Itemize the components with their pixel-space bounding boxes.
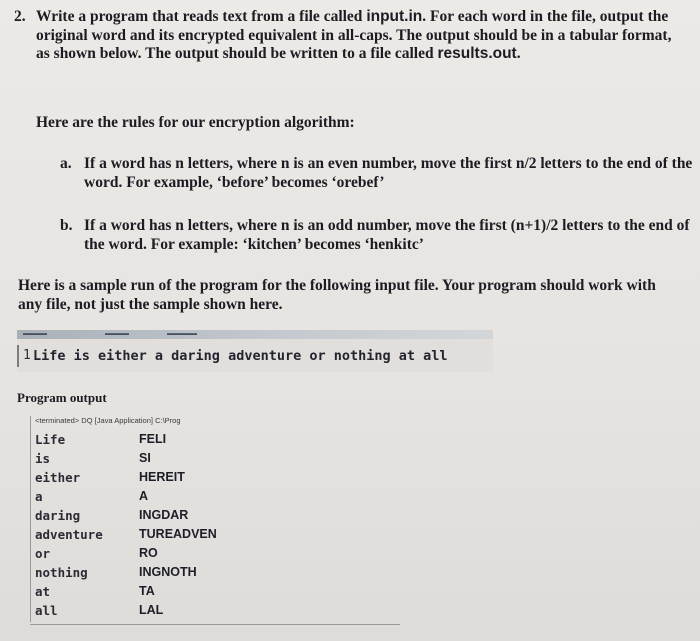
- rule-text: If a word has n letters, where n is an odd number, move the first (n+1)/2 letters to the end of the word. For example: ‘kitchen’ becomes ‘henkitc’: [84, 217, 690, 253]
- output-encrypted: LAL: [139, 603, 164, 617]
- output-row: [31, 584, 241, 603]
- input-filename: input.in: [366, 8, 423, 25]
- program-output-label: Program output: [17, 390, 107, 405]
- output-encrypted: RO: [139, 546, 158, 560]
- editor-tab-bar: [17, 330, 493, 339]
- editor-tab-blurred: ▬▬▬▬: [105, 331, 129, 337]
- console-bottom-border: [30, 624, 400, 625]
- output-word: Life: [35, 432, 66, 447]
- output-word: at: [35, 584, 51, 599]
- line-content: Life is either a daring adventure or nothing at all: [33, 348, 448, 364]
- output-row: [31, 470, 241, 489]
- output-filename: results.out: [437, 45, 517, 62]
- rules-heading: Here are the rules for our encryption algorithm:: [36, 114, 355, 131]
- console-output: [30, 416, 241, 622]
- output-row: [31, 432, 241, 451]
- output-row: [31, 527, 241, 546]
- output-encrypted: INGDAR: [139, 508, 189, 522]
- output-row: [31, 603, 241, 622]
- rule-label: a.: [60, 155, 72, 172]
- output-encrypted: HEREIT: [139, 470, 185, 484]
- output-row: [31, 546, 241, 565]
- output-row: [31, 565, 241, 584]
- output-encrypted: FELI: [139, 432, 167, 446]
- console-header: <terminated> DQ [Java Application] C:\Prog: [35, 416, 181, 425]
- input-file-view: [17, 330, 493, 372]
- rule-label: b.: [60, 217, 73, 234]
- rule-text: If a word has n letters, where n is an even number, move the first n/2 letters to the end of the word. For example, ‘before’ becomes ‘orebef’: [84, 155, 693, 191]
- code-line: [17, 345, 495, 367]
- editor-tab-blurred: ▬▬▬▬: [23, 331, 47, 337]
- output-encrypted: SI: [139, 451, 151, 465]
- output-word: adventure: [35, 527, 103, 542]
- output-word: all: [35, 603, 58, 618]
- question-text: [36, 8, 686, 64]
- output-encrypted: INGNOTH: [139, 565, 197, 579]
- question-text-end: .: [516, 45, 521, 62]
- question-text-middle: . For each word in the file, output the original word and its encrypted equivalent in all-caps. The output should be in a tabular format, as shown below. The output should be written to a file called: [36, 8, 672, 62]
- output-word: nothing: [35, 565, 88, 580]
- output-word: either: [35, 470, 81, 485]
- sample-run-text: Here is a sample run of the program for the following input file. Your program should work with any file, not just the sample shown here.: [18, 277, 656, 313]
- line-number: 1: [23, 348, 31, 363]
- output-encrypted: A: [139, 489, 149, 503]
- output-word: a: [35, 489, 43, 504]
- output-row: [31, 451, 241, 470]
- output-row: [31, 508, 241, 527]
- output-word: daring: [35, 508, 81, 523]
- output-word: or: [35, 546, 51, 561]
- editor-tab-blurred: ▬▬▬▬▬: [167, 331, 197, 337]
- question-number: 2.: [14, 8, 26, 25]
- output-encrypted: TUREADVEN: [139, 527, 217, 541]
- output-encrypted: TA: [139, 584, 155, 598]
- output-word: is: [35, 451, 51, 466]
- question-text-start: Write a program that reads text from a file called: [36, 8, 367, 25]
- output-row: [31, 489, 241, 508]
